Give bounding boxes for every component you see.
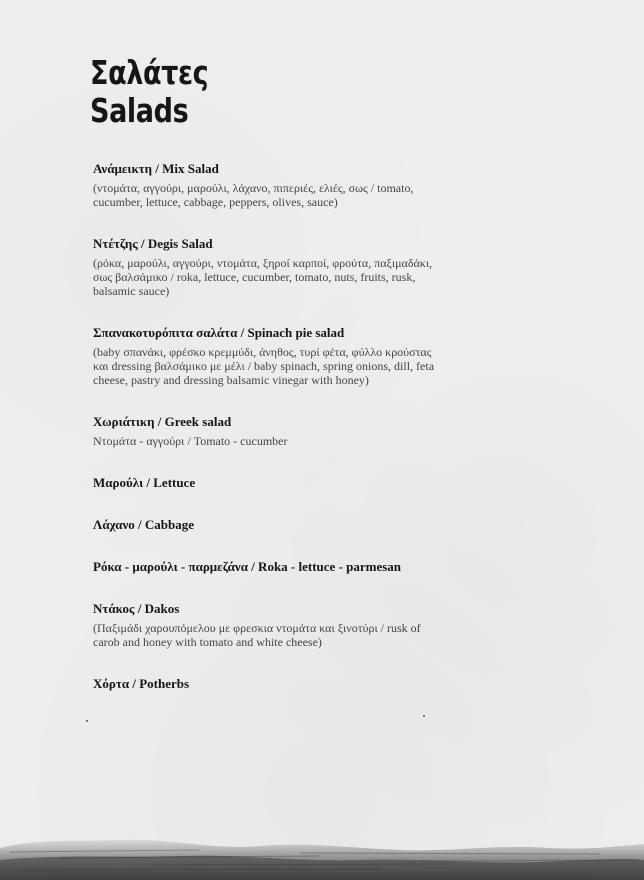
menu-item-cabbage [93, 517, 443, 533]
item-name: Λάχανο / Cabbage [93, 517, 194, 532]
menu-item-greek-salad [93, 414, 443, 448]
heading-english: Salads [90, 91, 189, 130]
item-name: Ανάμεικτη / Mix Salad [93, 161, 219, 176]
menu-heading [90, 54, 234, 130]
item-name: Χόρτα / Potherbs [93, 676, 190, 691]
item-description: (baby σπανάκι, φρέσκο κρεμμύδι, άνηθος, τυρί φέτα, φύλλο κρούστας και dressing βαλσάμικο με μέλι / baby spinach, spring onions, dill, feta cheese, pastry and dressing balsamic vinegar with honey) [93, 345, 435, 387]
item-description: (ρόκα, μαρούλι, αγγούρι, ντομάτα, ξηροί καρποί, φρούτα, παξιμαδάκι, σως βαλσάμικο / roka, lettuce, cucumber, tomato, nuts, fruits, rusk, balsamic sauce) [93, 256, 433, 298]
item-description: (ντομάτα, αγγούρι, μαρούλι, λάχανο, πιπεριές, ελιές, σως / tomato, cucumber, lettuce, cabbage, peppers, olives, sauce) [93, 181, 414, 209]
item-name: Χωριάτικη / Greek salad [93, 414, 232, 429]
item-name: Ντάκος / Dakos [93, 601, 180, 616]
menu-item-dakos [93, 601, 443, 649]
heading-greek: Σαλάτες [90, 53, 209, 92]
menu-item-degis-salad [93, 236, 443, 298]
item-description: Ντομάτα - αγγούρι / Tomato - cucumber [93, 434, 288, 448]
paper-speck [86, 720, 88, 722]
item-name: Μαρούλι / Lettuce [93, 475, 196, 490]
item-name: Ντέτζης / Degis Salad [93, 236, 213, 251]
brush-stroke-decoration [0, 820, 644, 880]
menu-item-roka-lettuce-parmesan [93, 559, 443, 575]
paper-speck [423, 715, 425, 717]
menu-item-lettuce [93, 475, 443, 491]
menu-item-potherbs [93, 676, 443, 692]
item-description: (Παξιμάδι χαρουπόμελου με φρεσκια ντομάτα και ξινοτύρι / rusk of carob and honey with tomato and white cheese) [93, 621, 421, 649]
menu-item-spinach-pie-salad [93, 325, 443, 387]
item-name: Ρόκα - μαρούλι - παρμεζάνα / Roka - lettuce - parmesan [93, 559, 402, 574]
menu-item-mix-salad [93, 161, 443, 209]
item-name: Σπανακοτυρόπιτα σαλάτα / Spinach pie salad [93, 325, 345, 340]
